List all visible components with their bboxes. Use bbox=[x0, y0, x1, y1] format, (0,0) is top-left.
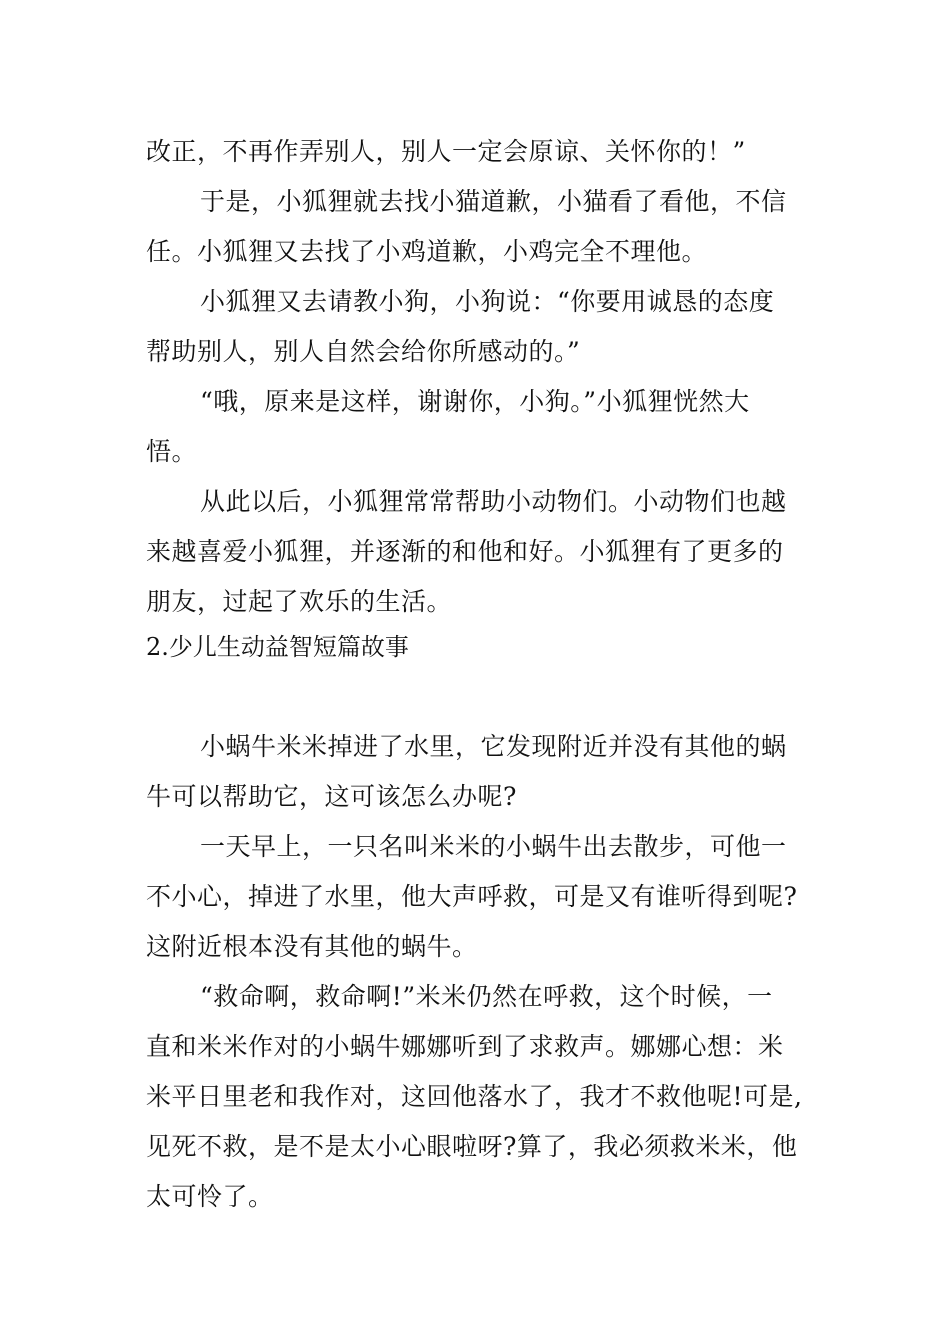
text-line: 来越喜爱小狐狸，并逐渐的和他和好。小狐狸有了更多的 bbox=[146, 537, 784, 566]
text-line: 见死不救，是不是太小心眼啦呀?算了，我必须救米米，他 bbox=[146, 1132, 798, 1161]
text-line: 米平日里老和我作对，这回他落水了，我才不救他呢!可是, bbox=[146, 1082, 803, 1111]
text-line: 悟。 bbox=[146, 437, 198, 466]
text-line: 这附近根本没有其他的蜗牛。 bbox=[146, 932, 478, 961]
text-line: 不小心，掉进了水里，他大声呼救，可是又有谁听得到呢? bbox=[146, 882, 798, 911]
text-line: 小蜗牛米米掉进了水里，它发现附近并没有其他的蜗 bbox=[200, 732, 787, 761]
text-line: 帮助别人，别人自然会给你所感动的。” bbox=[146, 337, 581, 366]
text-line: 任。小狐狸又去找了小鸡道歉，小鸡完全不理他。 bbox=[146, 237, 708, 266]
text-line: 改正，不再作弄别人，别人一定会原谅、关怀你的！” bbox=[146, 137, 746, 166]
text-line: 朋友，过起了欢乐的生活。 bbox=[146, 587, 453, 616]
text-line: 于是，小狐狸就去找小猫道歉，小猫看了看他，不信 bbox=[200, 187, 787, 216]
text-line: “哦，原来是这样，谢谢你，小狗。”小狐狸恍然大 bbox=[200, 387, 750, 416]
text-line: 直和米米作对的小蜗牛娜娜听到了求救声。娜娜心想：米 bbox=[146, 1032, 784, 1061]
section-heading: 2.少儿生动益智短篇故事 bbox=[146, 633, 409, 661]
text-line: 太可怜了。 bbox=[146, 1182, 274, 1211]
text-line: 一天早上，一只名叫米米的小蜗牛出去散步，可他一 bbox=[200, 832, 787, 861]
text-line: 牛可以帮助它，这可该怎么办呢? bbox=[146, 782, 517, 811]
text-line: “救命啊，救命啊!”米米仍然在呼救，这个时候，一 bbox=[200, 982, 773, 1011]
text-line: 从此以后，小狐狸常常帮助小动物们。小动物们也越 bbox=[200, 487, 787, 516]
text-line: 小狐狸又去请教小狗，小狗说：“你要用诚恳的态度 bbox=[200, 287, 775, 316]
